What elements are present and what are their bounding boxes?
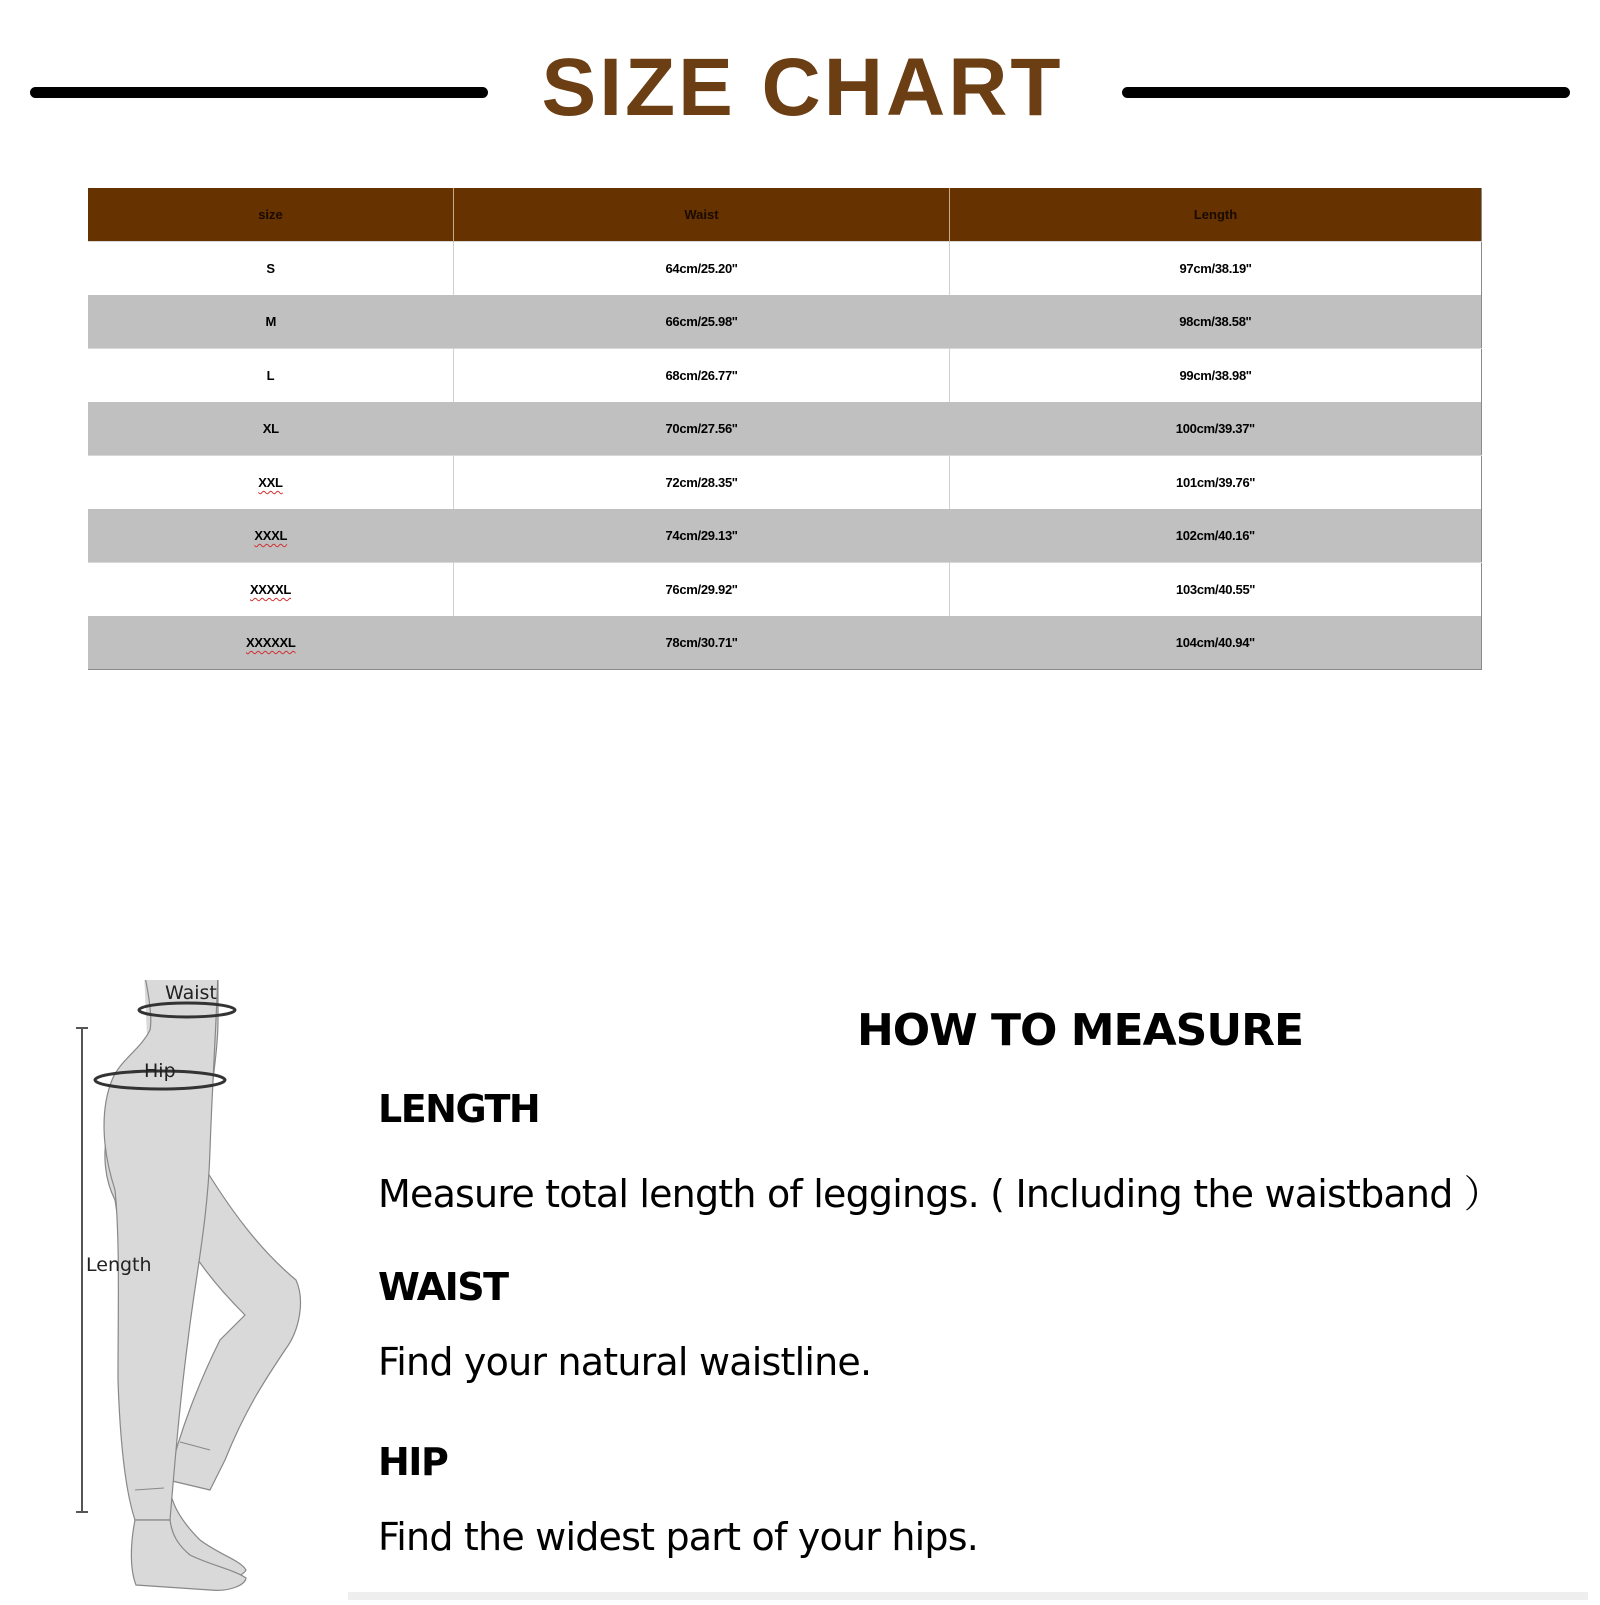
table-row xyxy=(88,616,1482,670)
size-label: XXXXXL xyxy=(246,635,296,650)
page-title: SIZE CHART xyxy=(541,42,1064,133)
table-row xyxy=(88,456,1482,510)
figure-label-length: Length xyxy=(86,1254,152,1276)
cell-waist: 64cm/25.20'' xyxy=(454,242,950,296)
cell-length: 97cm/38.19'' xyxy=(950,242,1482,296)
cell-waist: 70cm/27.56'' xyxy=(454,402,950,456)
cell-length: 102cm/40.16'' xyxy=(950,509,1482,563)
table-row xyxy=(88,563,1482,617)
section-heading-hip: HIP xyxy=(378,1440,448,1484)
leggings-figure-icon xyxy=(60,980,350,1600)
cell-size xyxy=(88,563,454,617)
table-row xyxy=(88,295,1482,349)
column-header-size: size xyxy=(88,188,454,242)
cell-length: 98cm/38.58'' xyxy=(950,295,1482,349)
section-text-waist: Find your natural waistline. xyxy=(378,1340,872,1384)
cell-length: 99cm/38.98'' xyxy=(950,349,1482,403)
figure-label-waist: Waist xyxy=(165,982,217,1004)
cell-waist: 72cm/28.35'' xyxy=(454,456,950,510)
table-row xyxy=(88,349,1482,403)
cell-size: XL xyxy=(88,402,454,456)
section-text-hip: Find the widest part of your hips. xyxy=(378,1515,978,1559)
cell-length: 104cm/40.94'' xyxy=(950,616,1482,670)
size-chart-table xyxy=(88,188,1482,670)
cell-waist: 78cm/30.71'' xyxy=(454,616,950,670)
cell-size xyxy=(88,509,454,563)
bottom-divider xyxy=(348,1592,1588,1600)
cell-waist: 68cm/26.77'' xyxy=(454,349,950,403)
table-row xyxy=(88,509,1482,563)
section-heading-length: LENGTH xyxy=(378,1087,540,1131)
size-label: XXXL xyxy=(254,528,288,543)
how-to-measure-title: HOW TO MEASURE xyxy=(856,1005,1304,1056)
cell-size: L xyxy=(88,349,454,403)
leggings-measurement-illustration xyxy=(60,980,350,1600)
cell-length: 100cm/39.37'' xyxy=(950,402,1482,456)
column-header-length: Length xyxy=(950,188,1482,242)
cell-length: 101cm/39.76'' xyxy=(950,456,1482,510)
table-header-row xyxy=(88,188,1482,242)
title-rule-left xyxy=(30,87,488,98)
title-rule-right xyxy=(1122,87,1570,98)
figure-label-hip: Hip xyxy=(144,1060,176,1082)
table-row xyxy=(88,402,1482,456)
cell-size xyxy=(88,616,454,670)
size-label: XXL xyxy=(258,475,283,490)
cell-length: 103cm/40.55'' xyxy=(950,563,1482,617)
column-header-waist: Waist xyxy=(454,188,950,242)
cell-size: S xyxy=(88,242,454,296)
cell-waist: 76cm/29.92'' xyxy=(454,563,950,617)
size-label: XXXXL xyxy=(249,582,292,597)
table-row xyxy=(88,242,1482,296)
section-text-length: Measure total length of leggings. ( Including the waistband ） xyxy=(378,1172,1502,1216)
cell-size: M xyxy=(88,295,454,349)
cell-size xyxy=(88,456,454,510)
section-heading-waist: WAIST xyxy=(378,1265,508,1309)
cell-waist: 66cm/25.98'' xyxy=(454,295,950,349)
cell-waist: 74cm/29.13'' xyxy=(454,509,950,563)
